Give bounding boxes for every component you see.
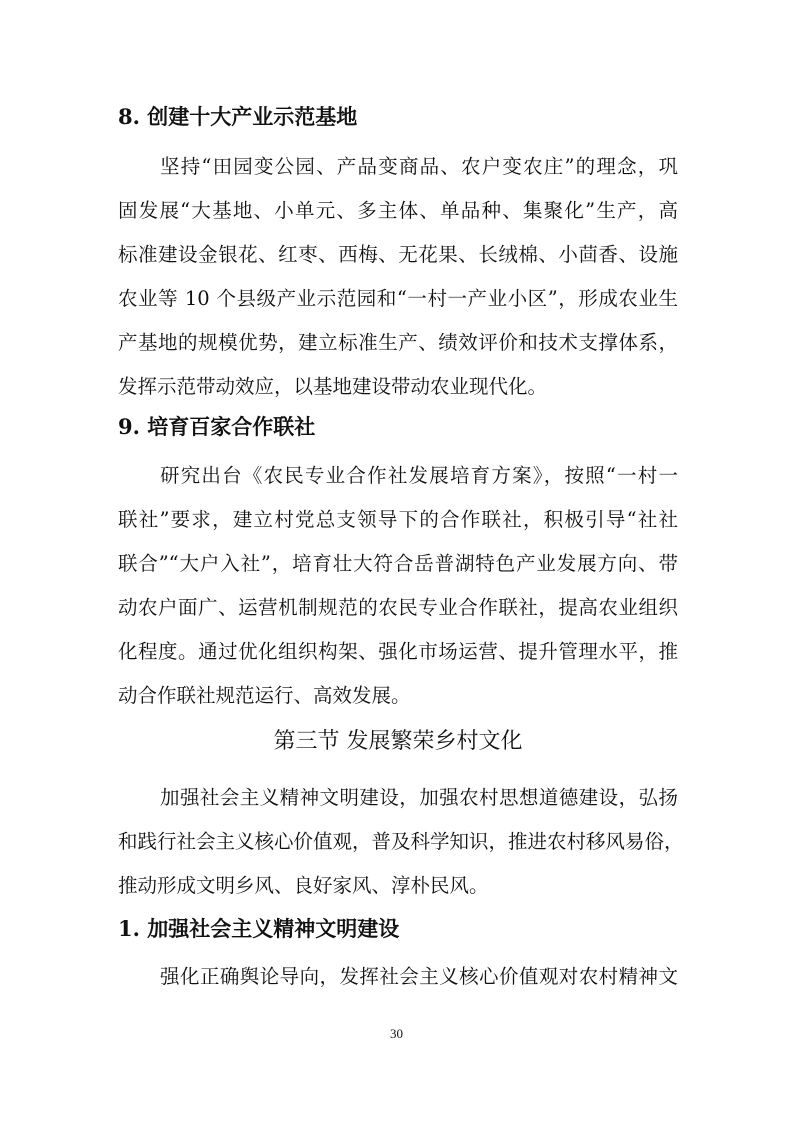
paragraph-line: 联社”要求，建立村党总支领导下的合作联社，积极引导“社社	[118, 508, 678, 531]
paragraph-line: 动合作联社规范运行、高效发展。	[118, 684, 411, 707]
page-number: 30	[390, 1026, 403, 1041]
paragraph-line: 标准建设金银花、红枣、西梅、无花果、长绒棉、小茴香、设施	[118, 243, 678, 266]
heading-section-9: 9. 培育百家合作联社	[118, 414, 316, 439]
section-title: 第三节 发展繁荣乡村文化	[273, 729, 523, 754]
paragraph-line: 动农户面广、运营机制规范的农民专业合作联社，提高农业组织	[118, 596, 678, 619]
heading-section-8: 8. 创建十大产业示范基地	[118, 104, 358, 129]
paragraph-line: 研究出台《农民专业合作社发展培育方案》，按照“一村一	[160, 464, 678, 487]
paragraph-line: 化程度。通过优化组织构架、强化市场运营、提升管理水平，推	[118, 640, 678, 663]
paragraph-line: 坚持“田园变公园、产品变商品、农户变农庄”的理念，巩	[160, 155, 678, 178]
paragraph-line: 农业等 10 个县级产业示范园和“一村一产业小区”，形成农业生	[118, 287, 678, 310]
paragraph-line: 推动形成文明乡风、良好家风、淳朴民风。	[118, 874, 489, 897]
paragraph-line: 发挥示范带动效应，以基地建设带动农业现代化。	[118, 375, 548, 398]
paragraph-line: 强化正确舆论导向，发挥社会主义核心价值观对农村精神文	[160, 965, 678, 988]
paragraph-line: 产基地的规模优势，建立标准生产、绩效评价和技术支撑体系，	[118, 331, 678, 354]
paragraph-line: 联合”“大户入社”，培育壮大符合岳普湖特色产业发展方向、带	[118, 552, 678, 575]
paragraph-line: 加强社会主义精神文明建设，加强农村思想道德建设，弘扬	[160, 786, 678, 809]
paragraph-line: 和践行社会主义核心价值观，普及科学知识，推进农村移风易俗，	[118, 830, 684, 853]
paragraph-line: 固发展“大基地、小单元、多主体、单品种、集聚化”生产，高	[118, 199, 678, 222]
heading-subsection-1: 1. 加强社会主义精神文明建设	[118, 916, 400, 941]
